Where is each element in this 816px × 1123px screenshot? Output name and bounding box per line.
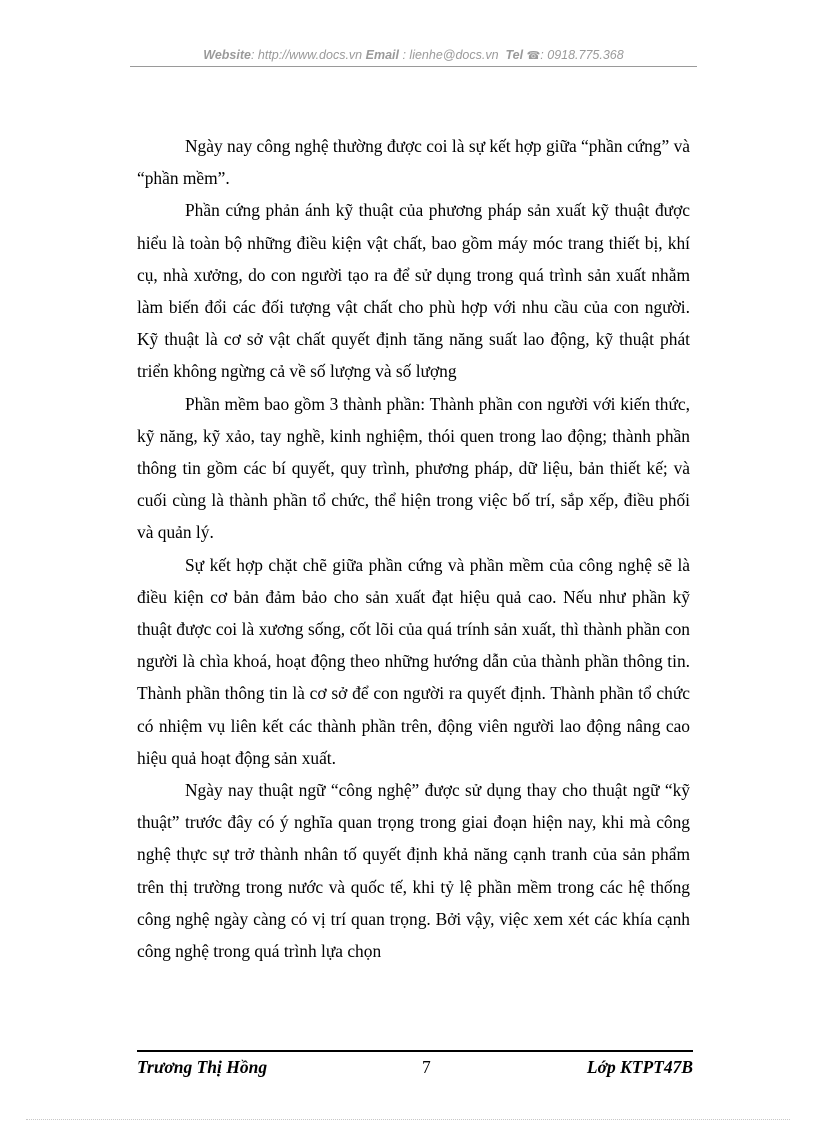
document-body — [137, 130, 690, 967]
page-header — [130, 46, 697, 67]
paragraph: Ngày nay công nghệ thường được coi là sự kết hợp giữa “phần cứng” và “phần mềm”. — [137, 136, 690, 189]
paragraph: Ngày nay thuật ngữ “công nghệ” được sử dụng thay cho thuật ngữ “kỹ thuật” trước đây có ý nghĩa quan trọng trong giai đoạn hiện nay, khi mà công nghệ thực sự trở thành nhân tố quyết định khả năng cạnh tranh của sản phẩm trên thị trường trong nước và quốc tế, khi tỷ lệ phần mềm trong các hệ thống công nghệ ngày càng có vị trí quan trọng. Bởi vậy, việc xem xét các khía cạnh công nghệ trong quá trình lựa chọn — [137, 780, 690, 962]
paragraph: Sự kết hợp chặt chẽ giữa phần cứng và phần mềm của công nghệ sẽ là điều kiện cơ bản đảm bảo cho sản xuất đạt hiệu quả cao. Nếu như phần kỹ thuật được coi là xương sống, cốt lõi của quá trính sản xuất, thì thành phần con người là chìa khoá, hoạt động theo những hướng dẫn của thành phần thông tin. Thành phần thông tin là cơ sở để con người ra quyết định. Thành phần tổ chức có nhiệm vụ liên kết các thành phần trên, động viên người lao động nâng cao hiệu quả hoạt động sản xuất. — [137, 554, 690, 768]
phone-icon: ☎ — [526, 50, 541, 62]
tel-number: : 0918.775.368 — [540, 48, 624, 62]
tel-label: Tel — [505, 48, 524, 62]
website-url[interactable]: : http://www.docs.vn — [250, 48, 363, 62]
footer-class: Lớp KTPT47B — [586, 1057, 693, 1077]
website-label: Website — [203, 48, 251, 62]
footer-author: Trương Thị Hồng — [137, 1057, 268, 1077]
page-footer — [137, 1050, 693, 1080]
paragraph: Phần mềm bao gồm 3 thành phần: Thành phần con người với kiến thức, kỹ năng, kỹ xảo, tay nghề, kinh nghiệm, thói quen trong lao động; thành phần thông tin gồm các bí quyết, quy trình, phương pháp, dữ liệu, bản thiết kế; và cuối cùng là thành phần tổ chức, thể hiện trong việc bố trí, sắp xếp, điều phối và quản lý. — [137, 393, 690, 543]
page-boundary-line — [26, 1119, 790, 1120]
email-address[interactable]: : lienhe@docs.vn — [402, 48, 499, 62]
page-number: 7 — [422, 1057, 431, 1077]
paragraph: Phần cứng phản ánh kỹ thuật của phương pháp sản xuất kỹ thuật được hiểu là toàn bộ những điều kiện vật chất, bao gồm máy móc trang thiết bị, khí cụ, nhà xưởng, do con người tạo ra để sử dụng trong quá trình sản xuất nhằm làm biến đổi các đối tượng vật chất cho phù hợp với nhu cầu của con người. Kỹ thuật là cơ sở vật chất quyết định tăng năng suất lao động, kỹ thuật phát triển không ngừng cả về số lượng và số lượng — [137, 200, 690, 382]
email-label: Email — [365, 48, 399, 62]
